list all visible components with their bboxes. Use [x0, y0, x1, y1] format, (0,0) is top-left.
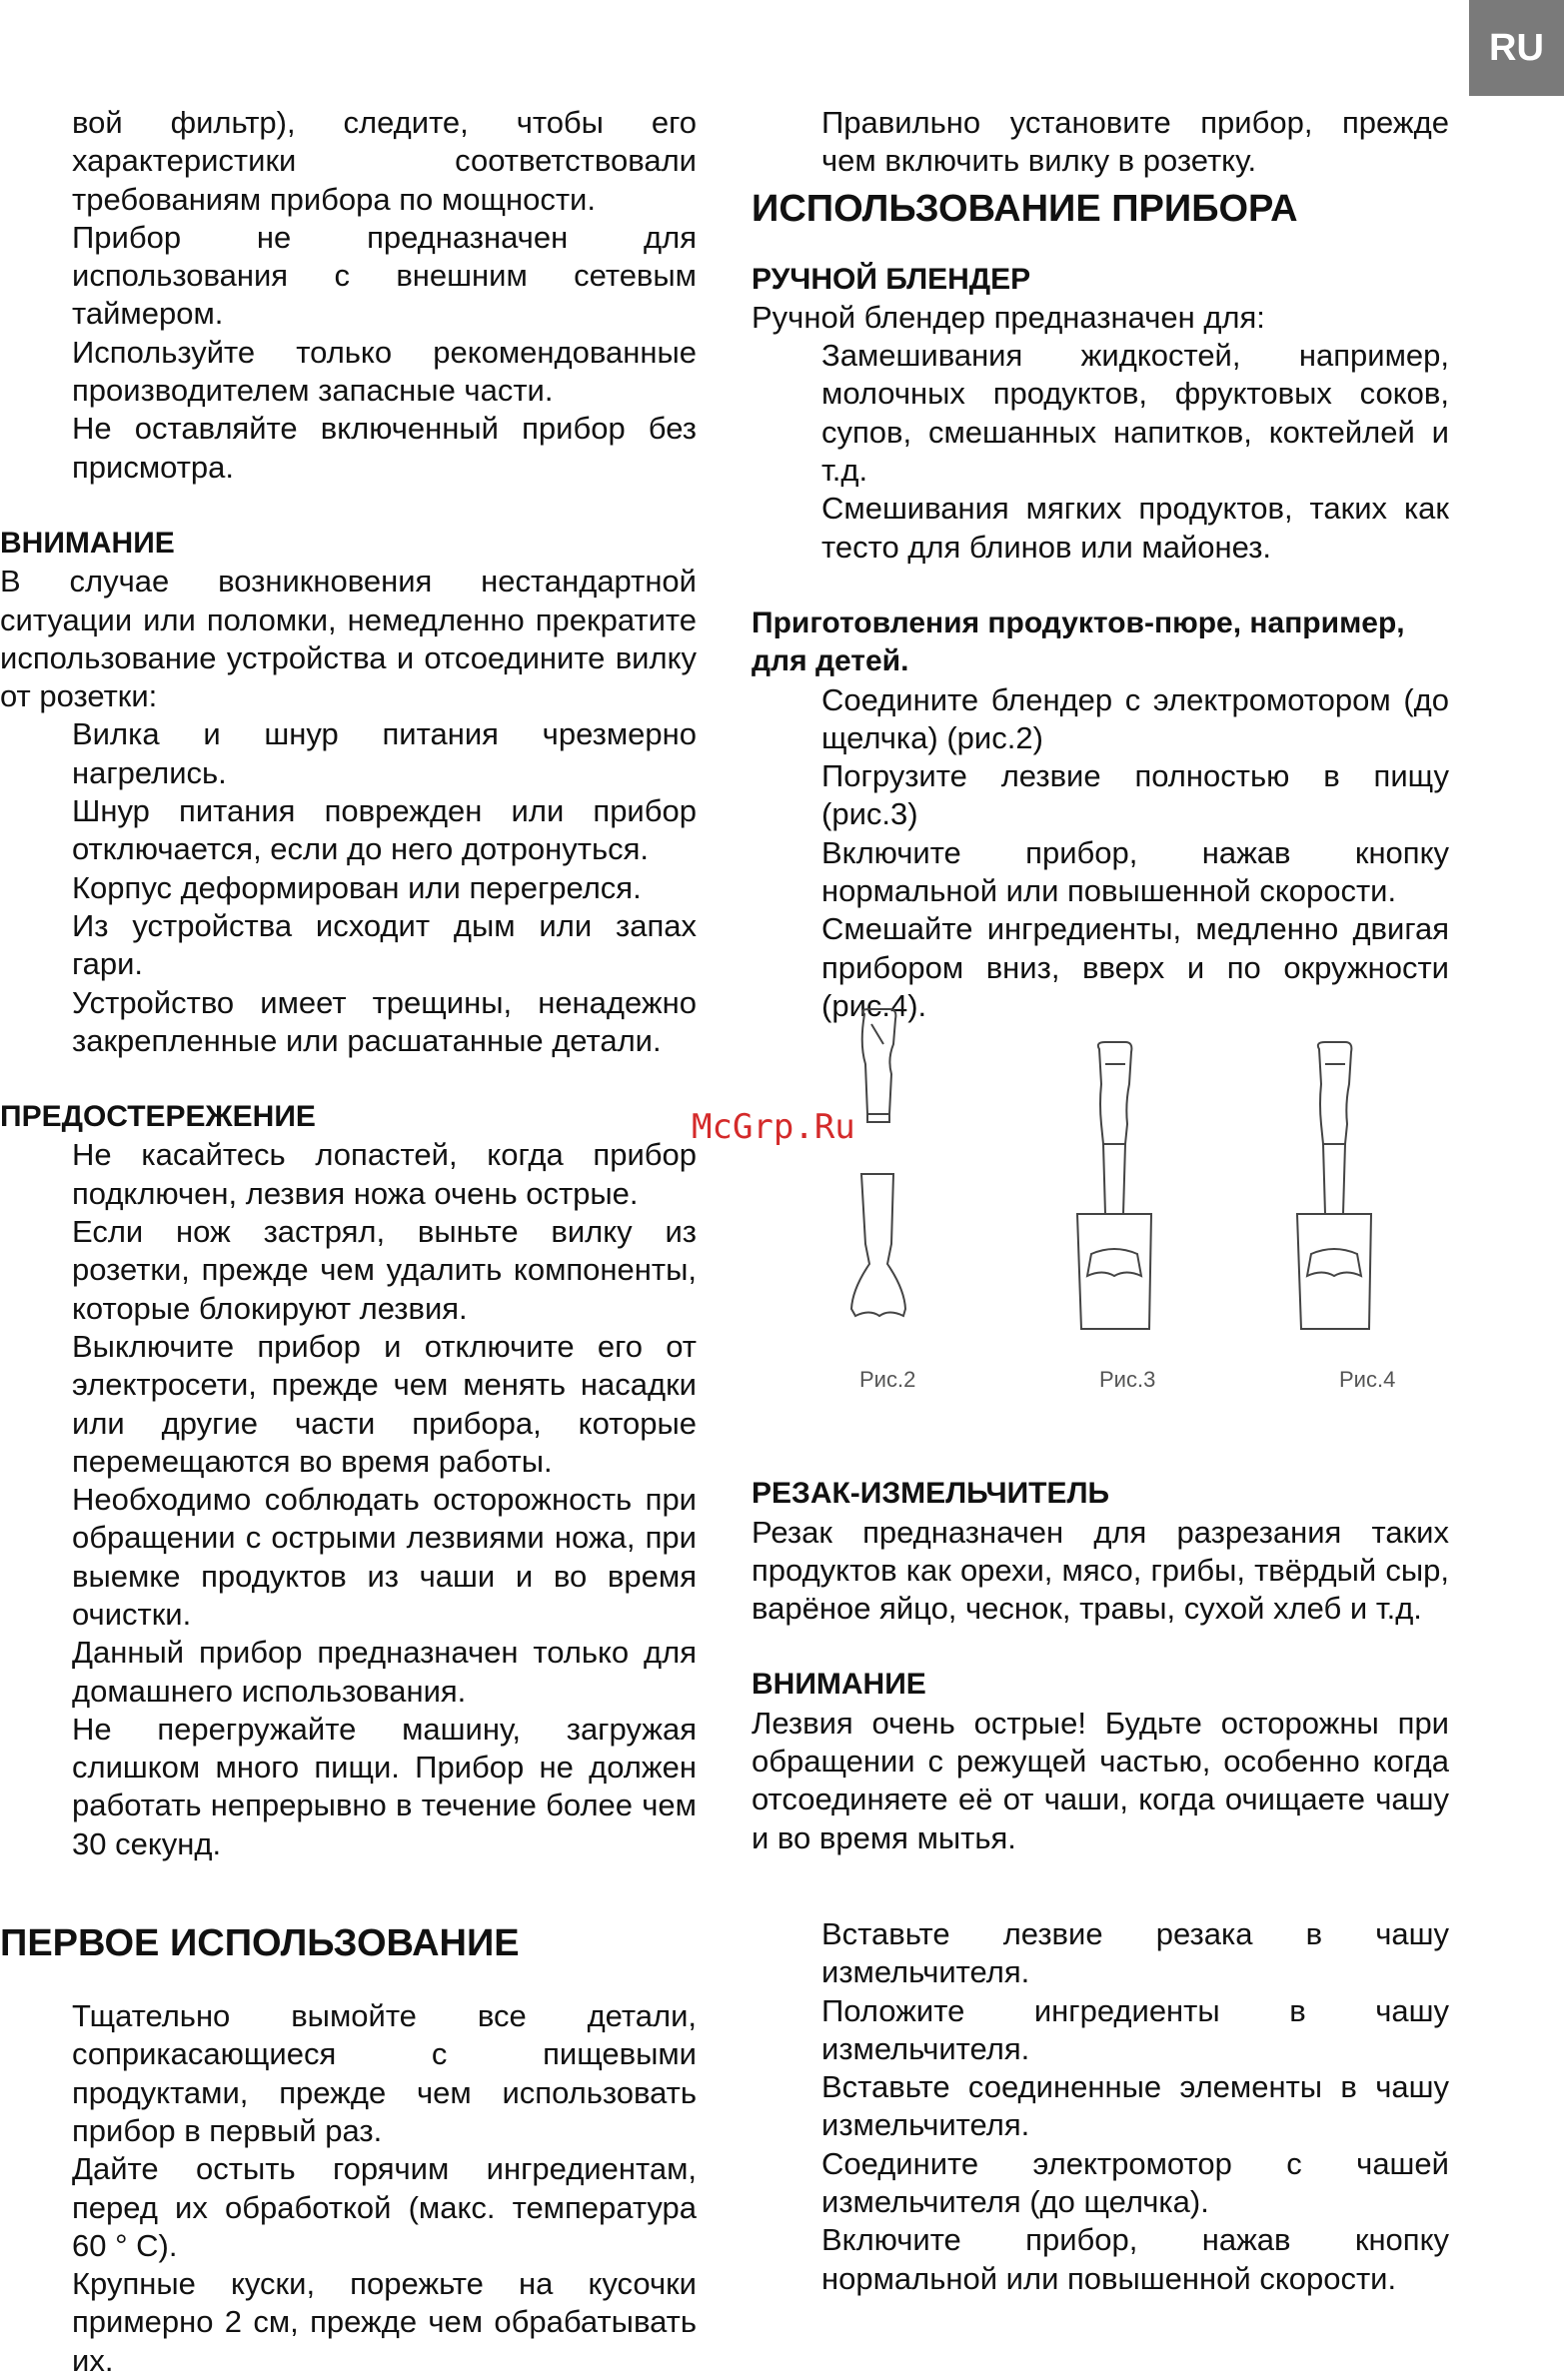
fig3-label: Рис.3: [1099, 1367, 1156, 1392]
warning-item: Не перегружайте машину, загружая слишком много пищи. Прибор не должен работать непрерывно в течение более чем 30 секунд.: [72, 1711, 697, 1861]
chopper-step: Вставьте лезвие резака в чашу измельчителя.: [821, 1915, 1449, 1990]
first-use-item: Дайте остыть горячим ингредиентам, перед их обработкой (макс. температура 60 ° С).: [72, 2151, 697, 2263]
attention2-text: Лезвия очень острые! Будьте осторожны при обращении с режущей частью, особенно когда отсоединяете её от чаши, когда очищаете чашу и во время мытья.: [752, 1705, 1449, 1855]
warning-item: Данный прибор предназначен только для домашнего использования.: [72, 1635, 697, 1709]
chopper-step: Положите ингредиенты в чашу измельчителя.: [821, 1992, 1449, 2066]
chopper-step: Вставьте соединенные элементы в чашу измельчителя.: [821, 2069, 1449, 2143]
puree-item: Соедините блендер с электромотором (до щелчка) (рис.2): [821, 681, 1449, 755]
paragraph: Не оставляйте включенный прибор без присмотра.: [72, 411, 697, 485]
fig2-drawing: [851, 1009, 905, 1316]
paragraph: Правильно установите прибор, прежде чем включить вилку в розетку.: [821, 105, 1449, 179]
attention-text: В случае возникновения нестандартной ситуации или поломки, немедленно прекратите использование устройства и отсоедините вилку от розетки:: [0, 564, 697, 714]
warning-item: Необходимо соблюдать осторожность при обращении с острыми лезвиями ножа, при выемке продуктов из чаши и во время очистки.: [72, 1482, 697, 1632]
fig3-drawing: [1077, 1042, 1151, 1329]
fig2-label: Рис.2: [859, 1367, 916, 1392]
attention2-heading: ВНИМАНИЕ: [752, 1668, 926, 1702]
chopper-heading: РЕЗАК-ИЗМЕЛЬЧИТЕЛЬ: [752, 1477, 1110, 1511]
attention-heading: ВНИМАНИЕ: [0, 526, 175, 560]
attention-item: Из устройства исходит дым или запах гари.: [72, 907, 697, 982]
paragraph: Прибор не предназначен для использования с внешним сетевым таймером.: [72, 219, 697, 332]
puree-item: Погрузите лезвие полностью в пищу (рис.3): [821, 758, 1449, 832]
attention-item: Устройство имеет трещины, ненадежно закрепленные или расшатанные детали.: [72, 984, 697, 1058]
warning-item: Если нож застрял, выньте вилку из розетки, прежде чем удалить компоненты, которые блокируют лезвия.: [72, 1214, 697, 1326]
blender-text: Ручной блендер предназначен для:: [752, 299, 1265, 335]
puree-item: Включите прибор, нажав кнопку нормальной или повышенной скорости.: [821, 834, 1449, 909]
fig4-label: Рис.4: [1339, 1367, 1396, 1392]
language-tab: RU: [1469, 0, 1564, 96]
attention-item: Вилка и шнур питания чрезмерно нагрелись.: [72, 716, 697, 790]
paragraph: вой фильтр), следите, чтобы его характеристики соответствовали требованиям прибора по мощности.: [72, 105, 697, 217]
watermark: McGrp.Ru: [692, 1107, 855, 1147]
blender-heading: РУЧНОЙ БЛЕНДЕР: [752, 262, 1031, 296]
chopper-text: Резак предназначен для разрезания таких продуктов как орехи, мясо, грибы, твёрдый сыр, варёное яйцо, чеснок, травы, сухой хлеб и т.д.: [752, 1514, 1449, 1627]
first-use-item: Тщательно вымойте все детали, соприкасающиеся с пищевыми продуктами, прежде чем использовать прибор в первый раз.: [72, 1998, 697, 2148]
first-use-heading: ПЕРВОЕ ИСПОЛЬЗОВАНИЕ: [0, 1922, 520, 1965]
blender-item: Замешивания жидкостей, например, молочных продуктов, фруктовых соков, супов, смешанных напитков, коктейлей и т.д.: [821, 338, 1449, 489]
puree-item: Смешайте ингредиенты, медленно двигая прибором вниз, вверх и по окружности (рис.4).: [821, 911, 1449, 1023]
paragraph: Используйте только рекомендованные производителем запасные части.: [72, 334, 697, 409]
warning-heading: ПРЕДОСТЕРЕЖЕНИЕ: [0, 1100, 316, 1134]
left-column: [0, 104, 697, 2380]
fig4-drawing: [1297, 1042, 1371, 1329]
usage-heading: ИСПОЛЬЗОВАНИЕ ПРИБОРА: [752, 187, 1298, 230]
chopper-step: Включите прибор, нажав кнопку нормальной или повышенной скорости.: [821, 2222, 1449, 2296]
first-use-item: Крупные куски, порежьте на кусочки примерно 2 см, прежде чем обрабатывать их.: [72, 2266, 697, 2378]
warning-item: Не касайтесь лопастей, когда прибор подключен, лезвия ножа очень острые.: [72, 1137, 697, 1211]
warning-item: Выключите прибор и отключите его от электросети, прежде чем менять насадки или другие части прибора, которые перемещаются во время работы.: [72, 1328, 697, 1479]
attention-item: Корпус деформирован или перегрелся.: [72, 869, 642, 905]
chopper-step: Соедините электромотор с чашей измельчителя (до щелчка).: [821, 2145, 1449, 2219]
blender-item: Смешивания мягких продуктов, таких как тесто для блинов или майонез.: [821, 491, 1449, 565]
blender-illustration: [819, 1004, 1419, 1404]
blender-figures: [819, 1004, 1419, 1404]
attention-item: Шнур питания поврежден или прибор отключается, если до него дотронуться.: [72, 793, 697, 867]
puree-heading: Приготовления продуктов-пюре, например, для детей.: [752, 605, 1405, 678]
